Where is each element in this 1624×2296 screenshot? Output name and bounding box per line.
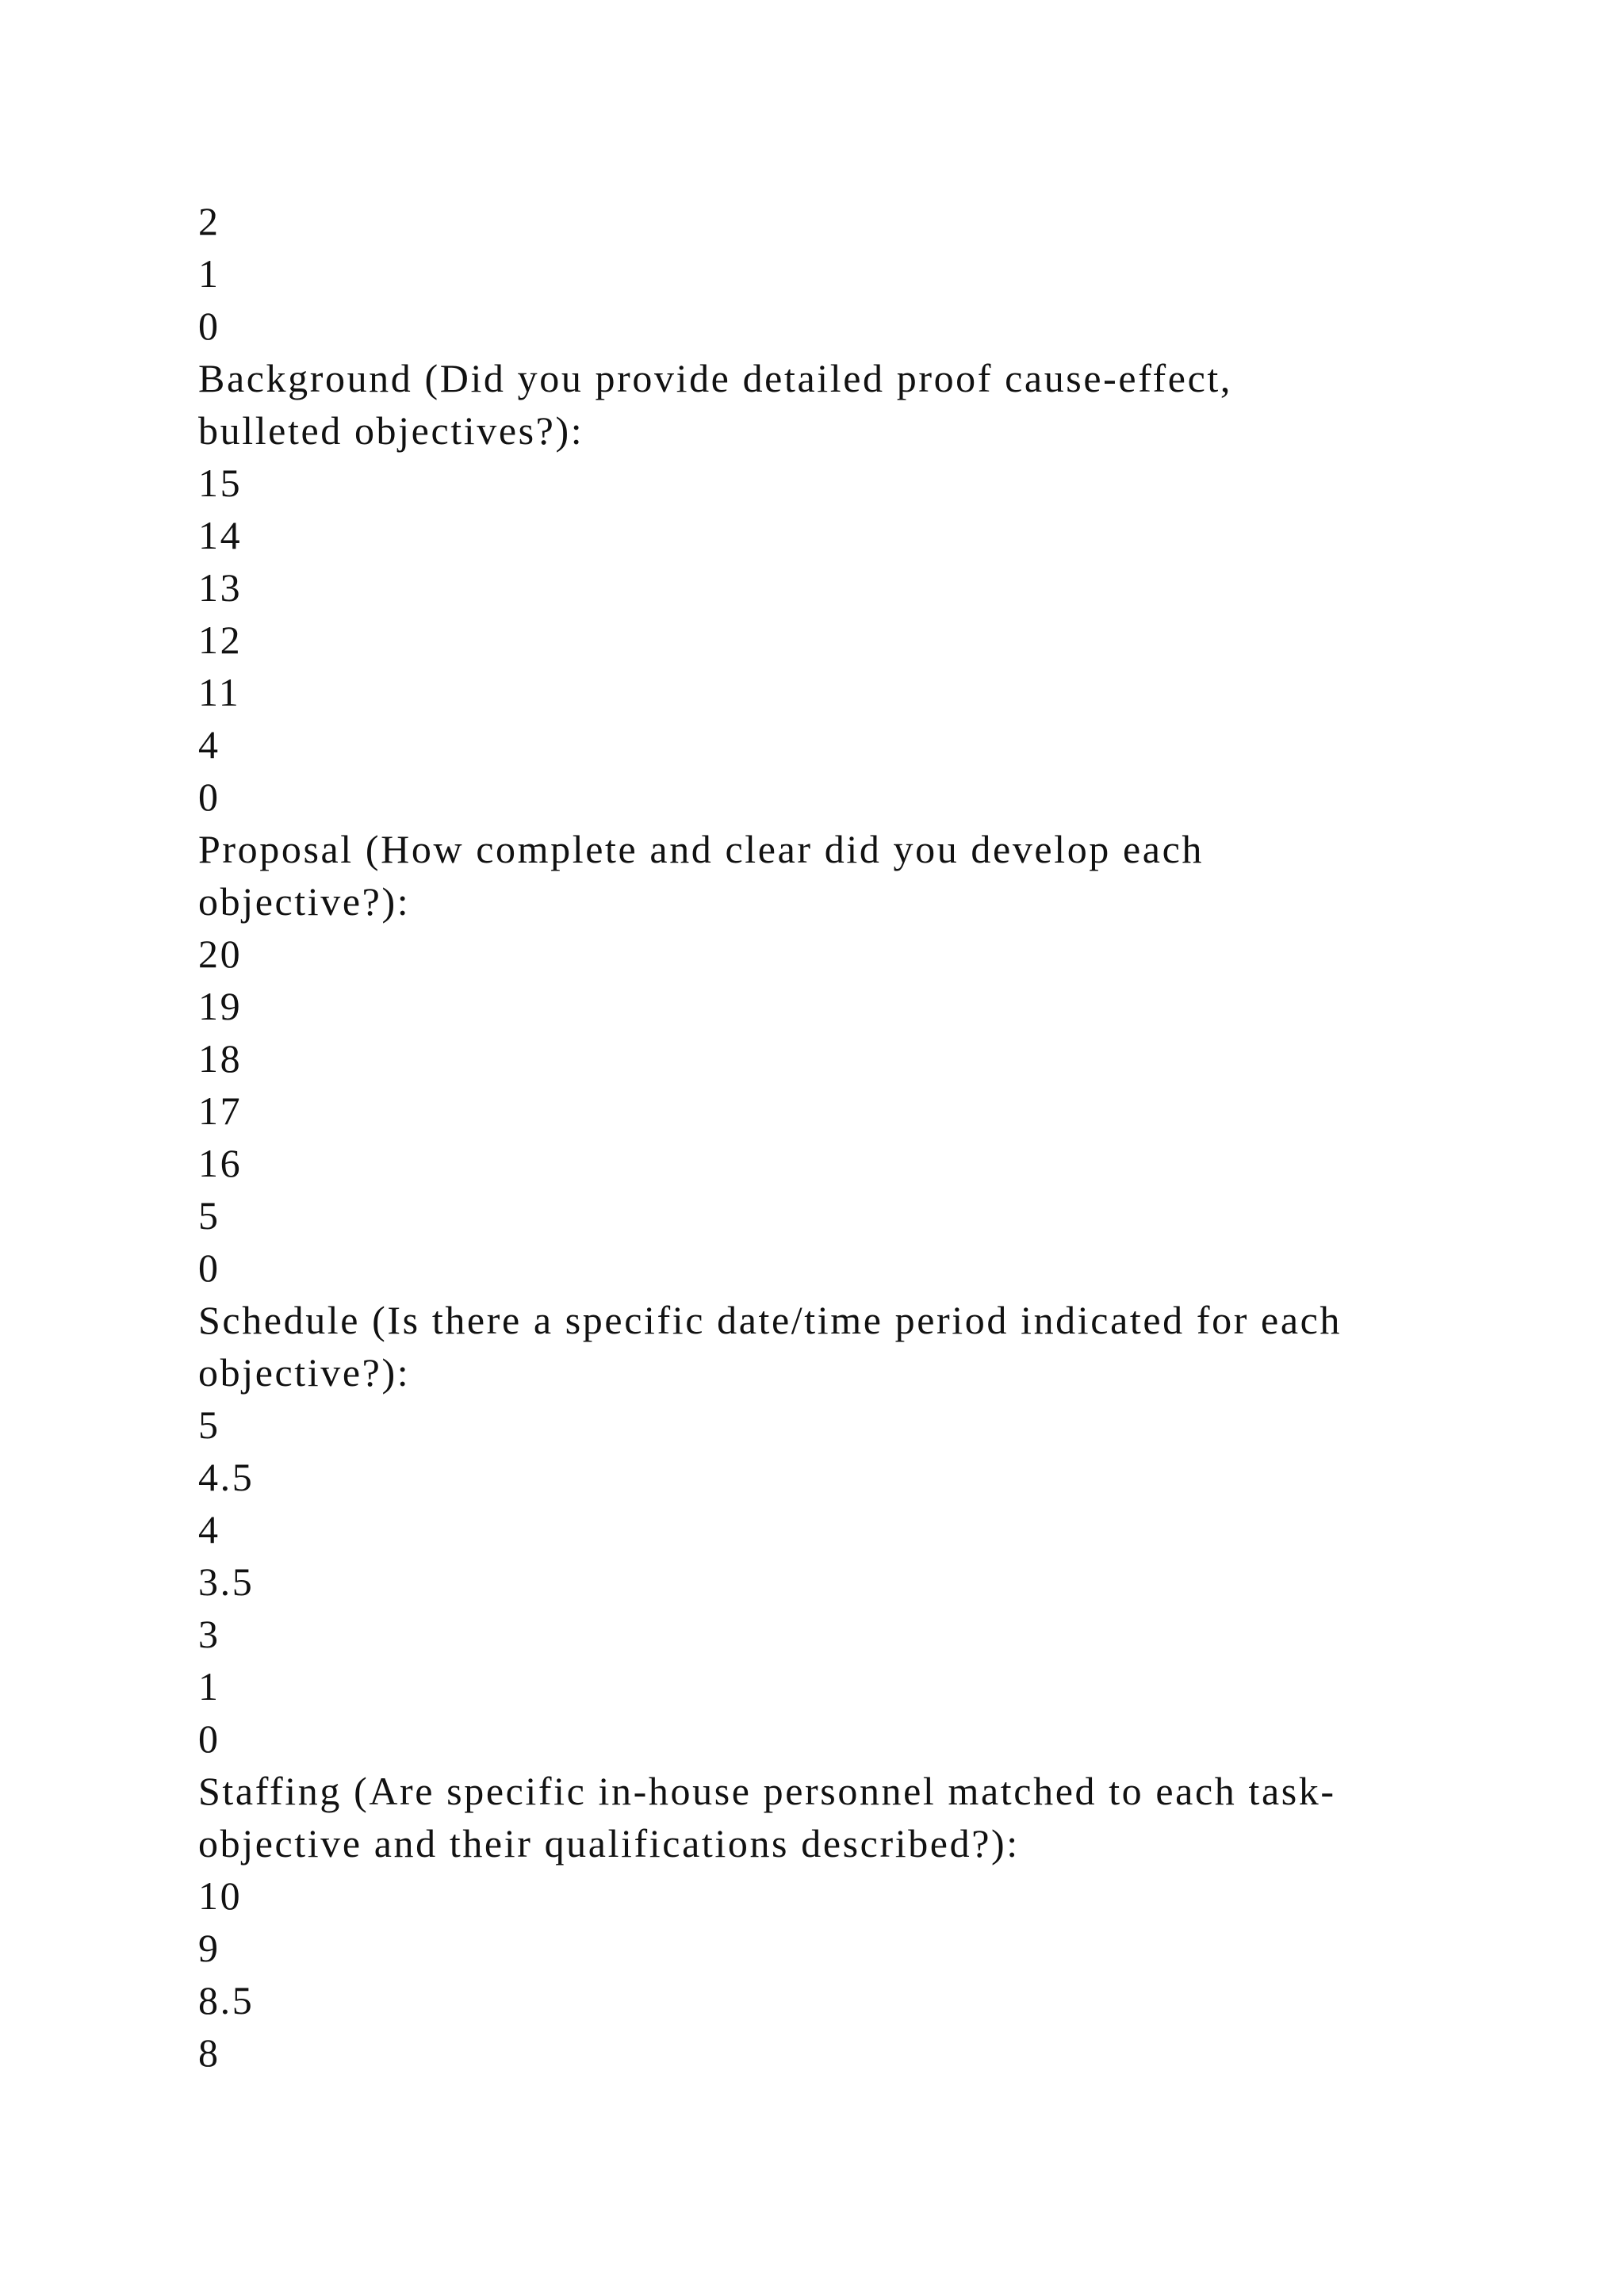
score-value: 4.5 — [198, 1455, 255, 1499]
section-heading-staffing-cont: objective and their qualifications described?): — [198, 1821, 1020, 1866]
score-value: 9 — [198, 1926, 220, 1970]
score-value: 17 — [198, 1089, 243, 1133]
score-value: 1 — [198, 251, 220, 296]
section-heading-staffing: Staffing (Are specific in-house personnel matched to each task- — [198, 1769, 1336, 1813]
score-value: 18 — [198, 1036, 243, 1081]
section-heading-schedule-cont: objective?): — [198, 1350, 411, 1395]
document-body — [198, 195, 1435, 2079]
score-value: 4 — [198, 1507, 220, 1552]
section-heading-background-cont: bulleted objectives?): — [198, 408, 584, 453]
score-value: 5 — [198, 1193, 220, 1238]
score-value: 16 — [198, 1141, 243, 1185]
score-value: 5 — [198, 1402, 220, 1447]
score-value: 0 — [198, 1716, 220, 1761]
score-value: 10 — [198, 1873, 243, 1918]
section-heading-background: Background (Did you provide detailed proof cause-effect, — [198, 356, 1232, 400]
score-value: 0 — [198, 775, 220, 819]
score-value: 8 — [198, 2030, 220, 2075]
score-value: 19 — [198, 984, 243, 1028]
score-value: 3 — [198, 1612, 220, 1656]
score-value: 14 — [198, 513, 243, 557]
score-value: 15 — [198, 461, 243, 505]
score-value: 0 — [198, 1246, 220, 1290]
section-heading-schedule: Schedule (Is there a specific date/time period indicated for each — [198, 1298, 1342, 1342]
score-value: 3.5 — [198, 1559, 255, 1604]
score-value: 13 — [198, 565, 243, 610]
section-heading-proposal-cont: objective?): — [198, 879, 411, 924]
score-value: 4 — [198, 722, 220, 767]
score-value: 2 — [198, 199, 220, 243]
section-heading-proposal: Proposal (How complete and clear did you develop each — [198, 827, 1204, 871]
score-value: 20 — [198, 932, 243, 976]
score-value: 11 — [198, 670, 241, 714]
score-value: 0 — [198, 304, 220, 348]
score-value: 8.5 — [198, 1978, 255, 2022]
score-value: 12 — [198, 618, 243, 662]
score-value: 1 — [198, 1664, 220, 1709]
